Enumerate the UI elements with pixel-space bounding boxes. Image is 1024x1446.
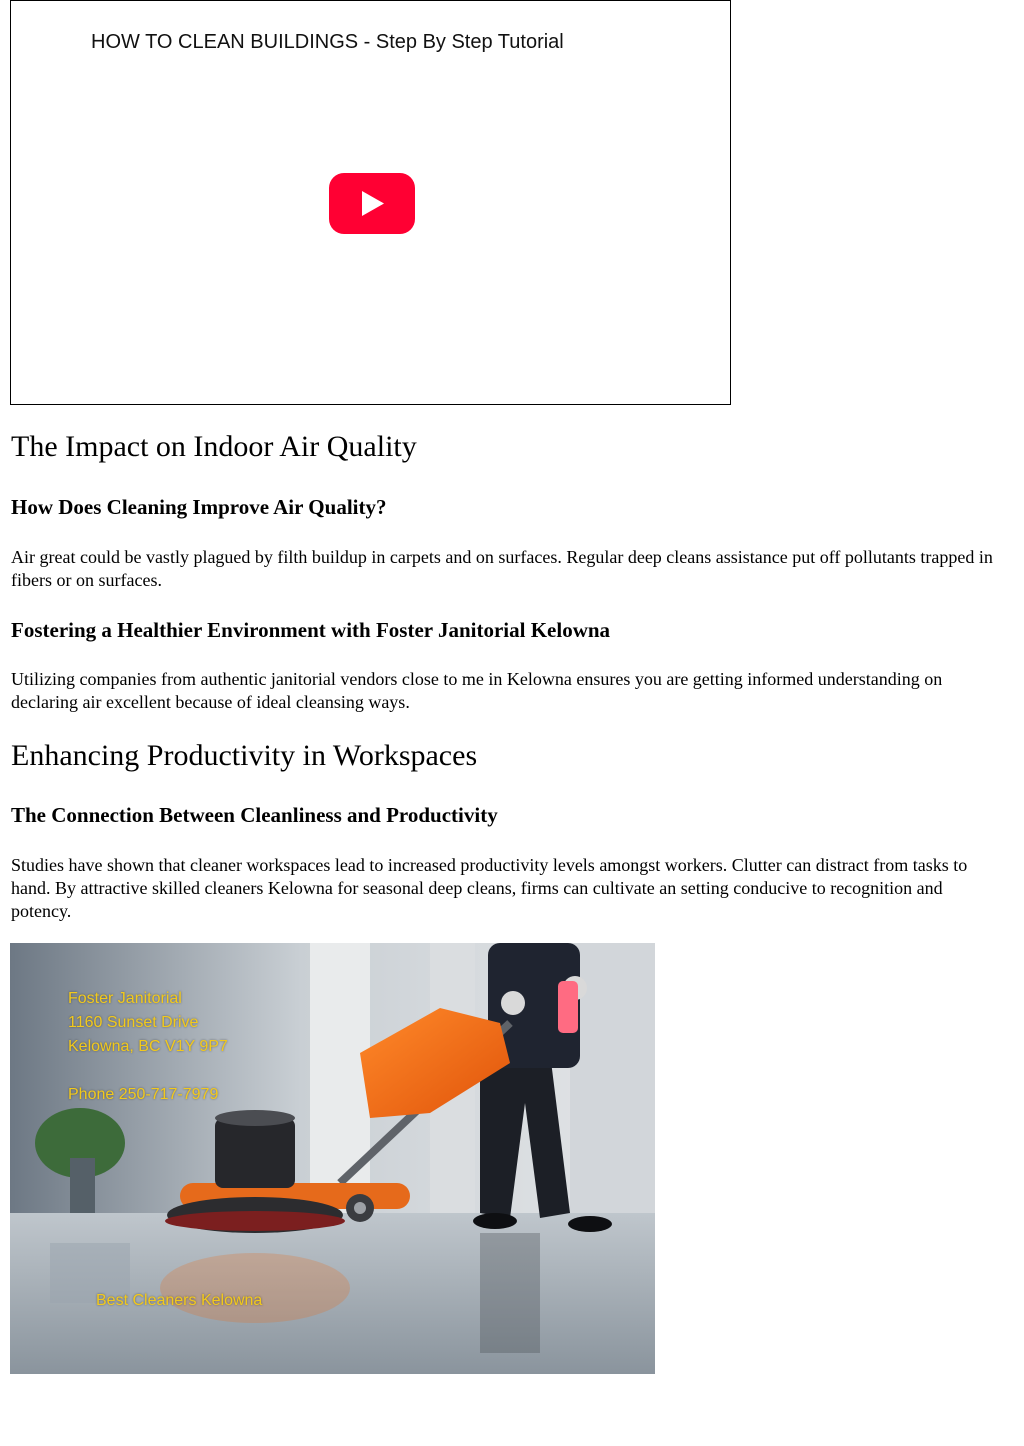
paragraph-productivity: Studies have shown that cleaner workspaces lead to increased productivity levels amongst workers. Clutter can distract from tasks to hand. By attractive skilled cleaners Kelowna for seasonal deep cleans, firms can cultivate an setting conducive to recognition and potency. <box>11 855 968 921</box>
paragraph-healthier-environment: Utilizing companies from authentic janitorial vendors close to me in Kelowna ensures you are getting informed understanding on declaring air excellent because of ideal cleansing ways. <box>11 669 943 712</box>
play-icon <box>362 191 384 216</box>
address-line-1: 1160 Sunset Drive <box>68 1014 199 1031</box>
business-name: Foster Janitorial <box>68 990 182 1007</box>
phone-number: Phone 250-717-7979 <box>68 1086 219 1103</box>
cleaning-photo <box>10 943 655 1374</box>
video-embed[interactable] <box>10 0 731 405</box>
photo-caption: Best Cleaners Kelowna <box>96 1292 263 1309</box>
section-heading-air-quality: The Impact on Indoor Air Quality <box>11 430 417 463</box>
subheading-cleaning-air-quality: How Does Cleaning Improve Air Quality? <box>11 495 387 519</box>
subheading-cleanliness-productivity: The Connection Between Cleanliness and Productivity <box>11 803 498 827</box>
play-button[interactable] <box>329 173 415 234</box>
video-title[interactable]: HOW TO CLEAN BUILDINGS - Step By Step Tutorial <box>91 31 564 53</box>
subheading-healthier-environment: Fostering a Healthier Environment with Foster Janitorial Kelowna <box>11 618 611 642</box>
address-line-2: Kelowna, BC V1Y 9P7 <box>68 1038 228 1055</box>
paragraph-air-quality: Air great could be vastly plagued by filth buildup in carpets and on surfaces. Regular deep cleans assistance put off pollutants trapped in fibers or on surfaces. <box>11 547 993 590</box>
section-heading-productivity: Enhancing Productivity in Workspaces <box>11 739 478 772</box>
